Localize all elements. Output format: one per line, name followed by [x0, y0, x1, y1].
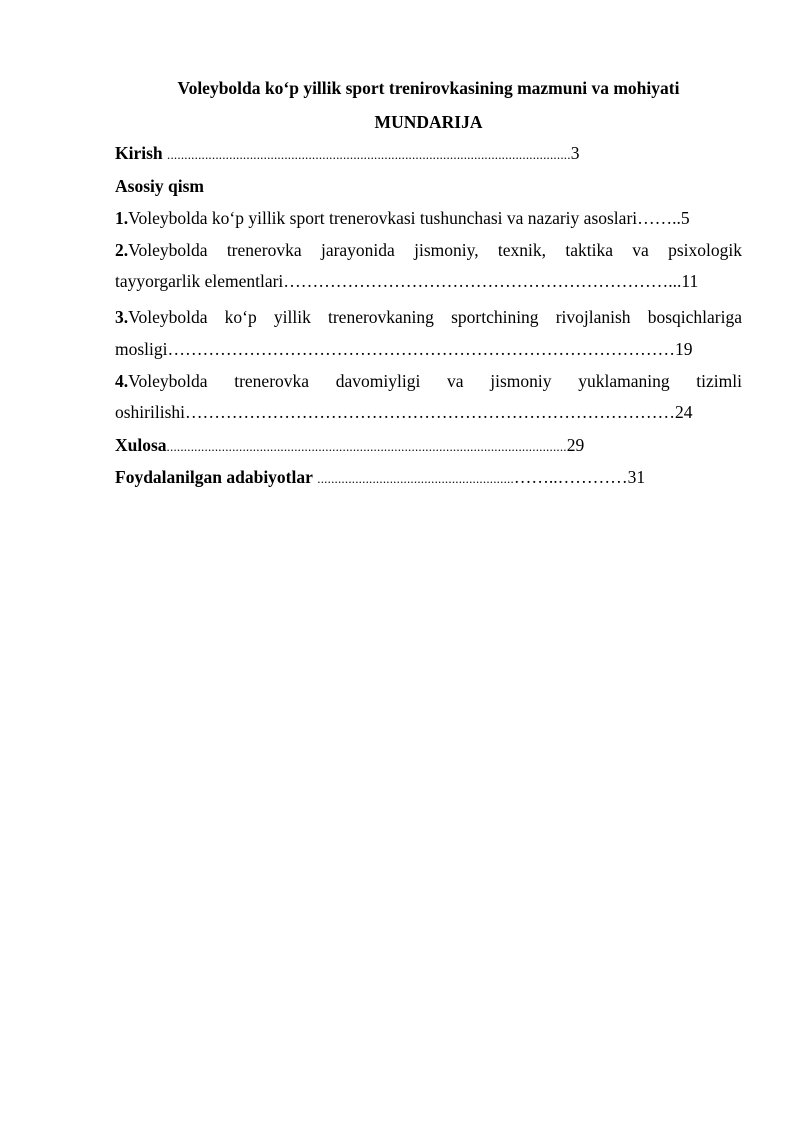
toc-entry-text: Voleybolda trenerovka davomiyligi va jismoniy yuklamaning tizimli — [128, 371, 742, 391]
toc-page-number: 3 — [570, 143, 580, 163]
toc-page-number: 24 — [675, 402, 693, 422]
toc-entry-number: 4. — [115, 371, 129, 391]
toc-entry-text: tayyorgarlik elementlari…………………………………………………………... — [115, 271, 682, 291]
toc-leader-continued: ……..………… — [513, 467, 628, 487]
toc-leader: .................................................................................................................... — [166, 439, 567, 454]
toc-page-number: 11 — [681, 271, 699, 291]
toc-entry-text: mosligi…………………………………………………………………………… — [115, 339, 676, 359]
toc-entry-2-line2[interactable] — [115, 270, 742, 292]
toc-entry-3-line2[interactable] — [115, 338, 742, 360]
toc-page-number: 19 — [675, 339, 693, 359]
toc-entry-label: Kirish — [115, 143, 163, 163]
toc-page-number: 5 — [680, 208, 690, 228]
toc-entry-number: 2. — [115, 240, 129, 260]
toc-entry-text: Voleybolda ko‘p yillik sport trenerovkasi tushunchasi va nazariy asoslari…….. — [128, 208, 681, 228]
toc-entry-text: Voleybolda ko‘p yillik trenerovkaning sportchining rivojlanish bosqichlariga — [128, 307, 742, 327]
toc-section-label: Asosiy qism — [115, 176, 204, 196]
toc-heading: MUNDARIJA — [374, 112, 483, 132]
toc-entry-number: 1. — [115, 208, 129, 228]
toc-entry-adabiyotlar[interactable] — [115, 466, 742, 490]
toc-leader: ......................................................... — [317, 471, 514, 486]
toc-entry-2-line1[interactable] — [115, 239, 742, 261]
toc-entry-label: Foydalanilgan adabiyotlar — [115, 467, 313, 487]
toc-entry-1[interactable] — [115, 207, 742, 229]
toc-page-number: 29 — [566, 435, 585, 455]
toc-leader: ..................................................................................................................... — [167, 147, 571, 162]
toc-entry-text: oshirilishi………………………………………………………………………… — [115, 402, 676, 422]
toc-entry-label: Xulosa — [115, 435, 167, 455]
document-title: Voleybolda ko‘p yillik sport trenirovkasining mazmuni va mohiyati — [177, 78, 680, 98]
toc-entry-4-line1[interactable] — [115, 370, 742, 392]
toc-entry-number: 3. — [115, 307, 129, 327]
toc-entry-4-line2[interactable] — [115, 401, 742, 423]
toc-section-asosiy-qism — [115, 175, 742, 197]
toc-entry-kirish[interactable] — [115, 142, 742, 166]
toc-entry-3-line1[interactable] — [115, 306, 742, 328]
toc-page-number: 31 — [627, 467, 646, 487]
toc-entry-text: Voleybolda trenerovka jarayonida jismoniy, texnik, taktika va psixologik — [128, 240, 742, 260]
toc-entry-xulosa[interactable] — [115, 434, 742, 458]
